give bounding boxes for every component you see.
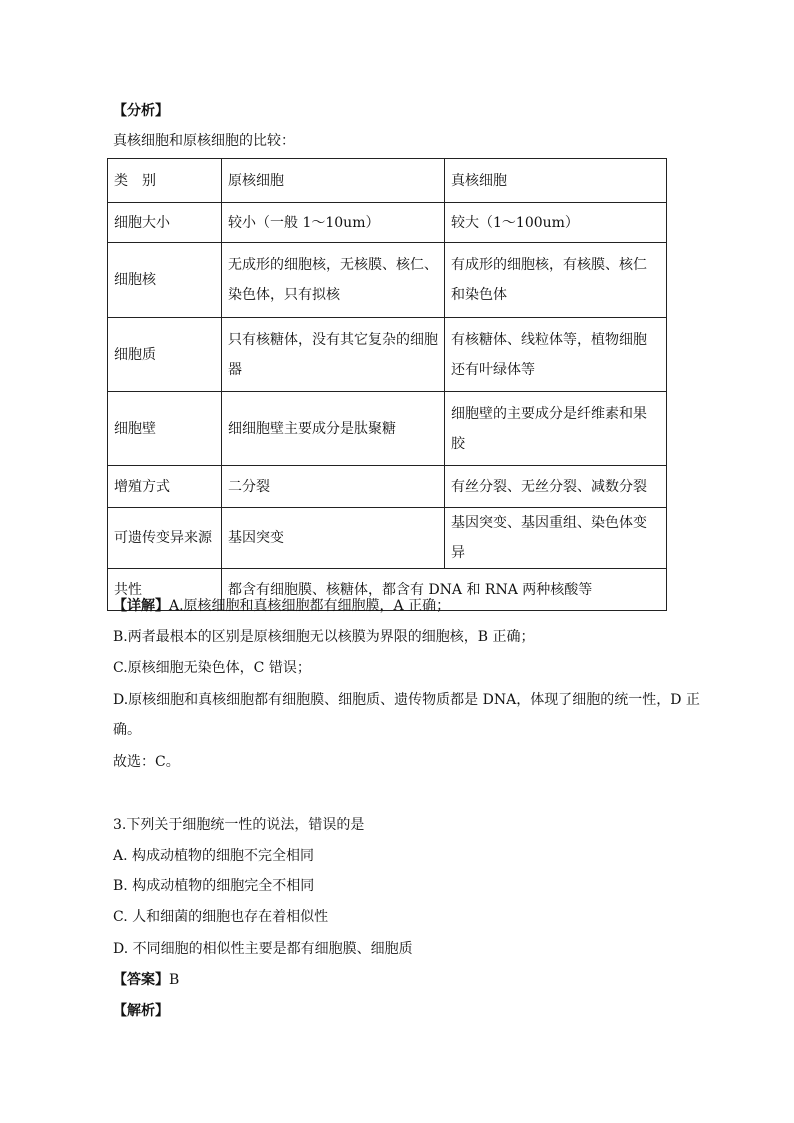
answer-value: B <box>169 972 180 988</box>
detail-line-d2: 确。 <box>113 722 141 738</box>
common-cell: 都含有细胞膜、核糖体，都含有 DNA 和 RNA 两种核酸等 <box>222 569 667 611</box>
detail-choice: 故选：C。 <box>113 754 180 770</box>
detail-line-b: B.两者最根本的区别是原核细胞无以核膜为界限的细胞核，B 正确； <box>113 629 535 645</box>
table-row <box>108 203 667 243</box>
row-label: 细胞大小 <box>108 203 222 243</box>
answer-label: 【答案】 <box>113 972 169 988</box>
answer-line <box>113 970 179 990</box>
detail-label: 【详解】 <box>113 598 169 614</box>
row-label: 细胞壁 <box>108 392 222 466</box>
prokaryote-cell: 无成形的细胞核，无核膜、核仁、染色体，只有拟核 <box>222 243 445 318</box>
detail-line-c: C.原核细胞无染色体，C 错误； <box>113 660 311 676</box>
row-label: 可遗传变异来源 <box>108 508 222 569</box>
prokaryote-cell: 基因突变 <box>222 508 445 569</box>
prokaryote-cell: 较小（一般 1～10um） <box>222 203 445 243</box>
header-cell-eukaryote: 真核细胞 <box>445 159 667 203</box>
header-cell-category: 类 别 <box>108 159 222 203</box>
analysis-heading: 【分析】 <box>113 103 169 119</box>
row-label: 共性 <box>108 569 222 611</box>
eukaryote-cell: 基因突变、基因重组、染色体变异 <box>445 508 667 569</box>
option-c: C. 人和细菌的细胞也存在着相似性 <box>113 909 329 925</box>
table-intro: 真核细胞和原核细胞的比较： <box>113 133 295 149</box>
prokaryote-cell: 细细胞壁主要成分是肽聚糖 <box>222 392 445 466</box>
table-row <box>108 392 667 466</box>
option-b: B. 构成动植物的细胞完全不相同 <box>113 878 315 894</box>
detail-line-d1: D.原核细胞和真核细胞都有细胞膜、细胞质、遗传物质都是 DNA，体现了细胞的统一性，D 正 <box>113 692 700 708</box>
header-cell-prokaryote: 原核细胞 <box>222 159 445 203</box>
prokaryote-cell: 只有核糖体，没有其它复杂的细胞器 <box>222 318 445 392</box>
table-row <box>108 318 667 392</box>
table-row <box>108 243 667 318</box>
question-stem: 3.下列关于细胞统一性的说法，错误的是 <box>113 817 365 833</box>
row-label: 细胞核 <box>108 243 222 318</box>
table-row <box>108 466 667 508</box>
detail-line-a: 【详解】A.原核细胞和真核细胞都有细胞膜，A 正确； <box>113 598 451 614</box>
explanation-heading: 【解析】 <box>113 1003 169 1019</box>
eukaryote-cell: 有丝分裂、无丝分裂、减数分裂 <box>445 466 667 508</box>
table-header-row <box>108 159 667 203</box>
eukaryote-cell: 有核糖体、线粒体等，植物细胞还有叶绿体等 <box>445 318 667 392</box>
comparison-table <box>107 158 667 611</box>
option-d: D. 不同细胞的相似性主要是都有细胞膜、细胞质 <box>113 941 413 957</box>
eukaryote-cell: 有成形的细胞核，有核膜、核仁和染色体 <box>445 243 667 318</box>
eukaryote-cell: 较大（1～100um） <box>445 203 667 243</box>
option-a: A. 构成动植物的细胞不完全相同 <box>113 848 315 864</box>
row-label: 细胞质 <box>108 318 222 392</box>
eukaryote-cell: 细胞壁的主要成分是纤维素和果胶 <box>445 392 667 466</box>
table-row <box>108 508 667 569</box>
prokaryote-cell: 二分裂 <box>222 466 445 508</box>
row-label: 增殖方式 <box>108 466 222 508</box>
